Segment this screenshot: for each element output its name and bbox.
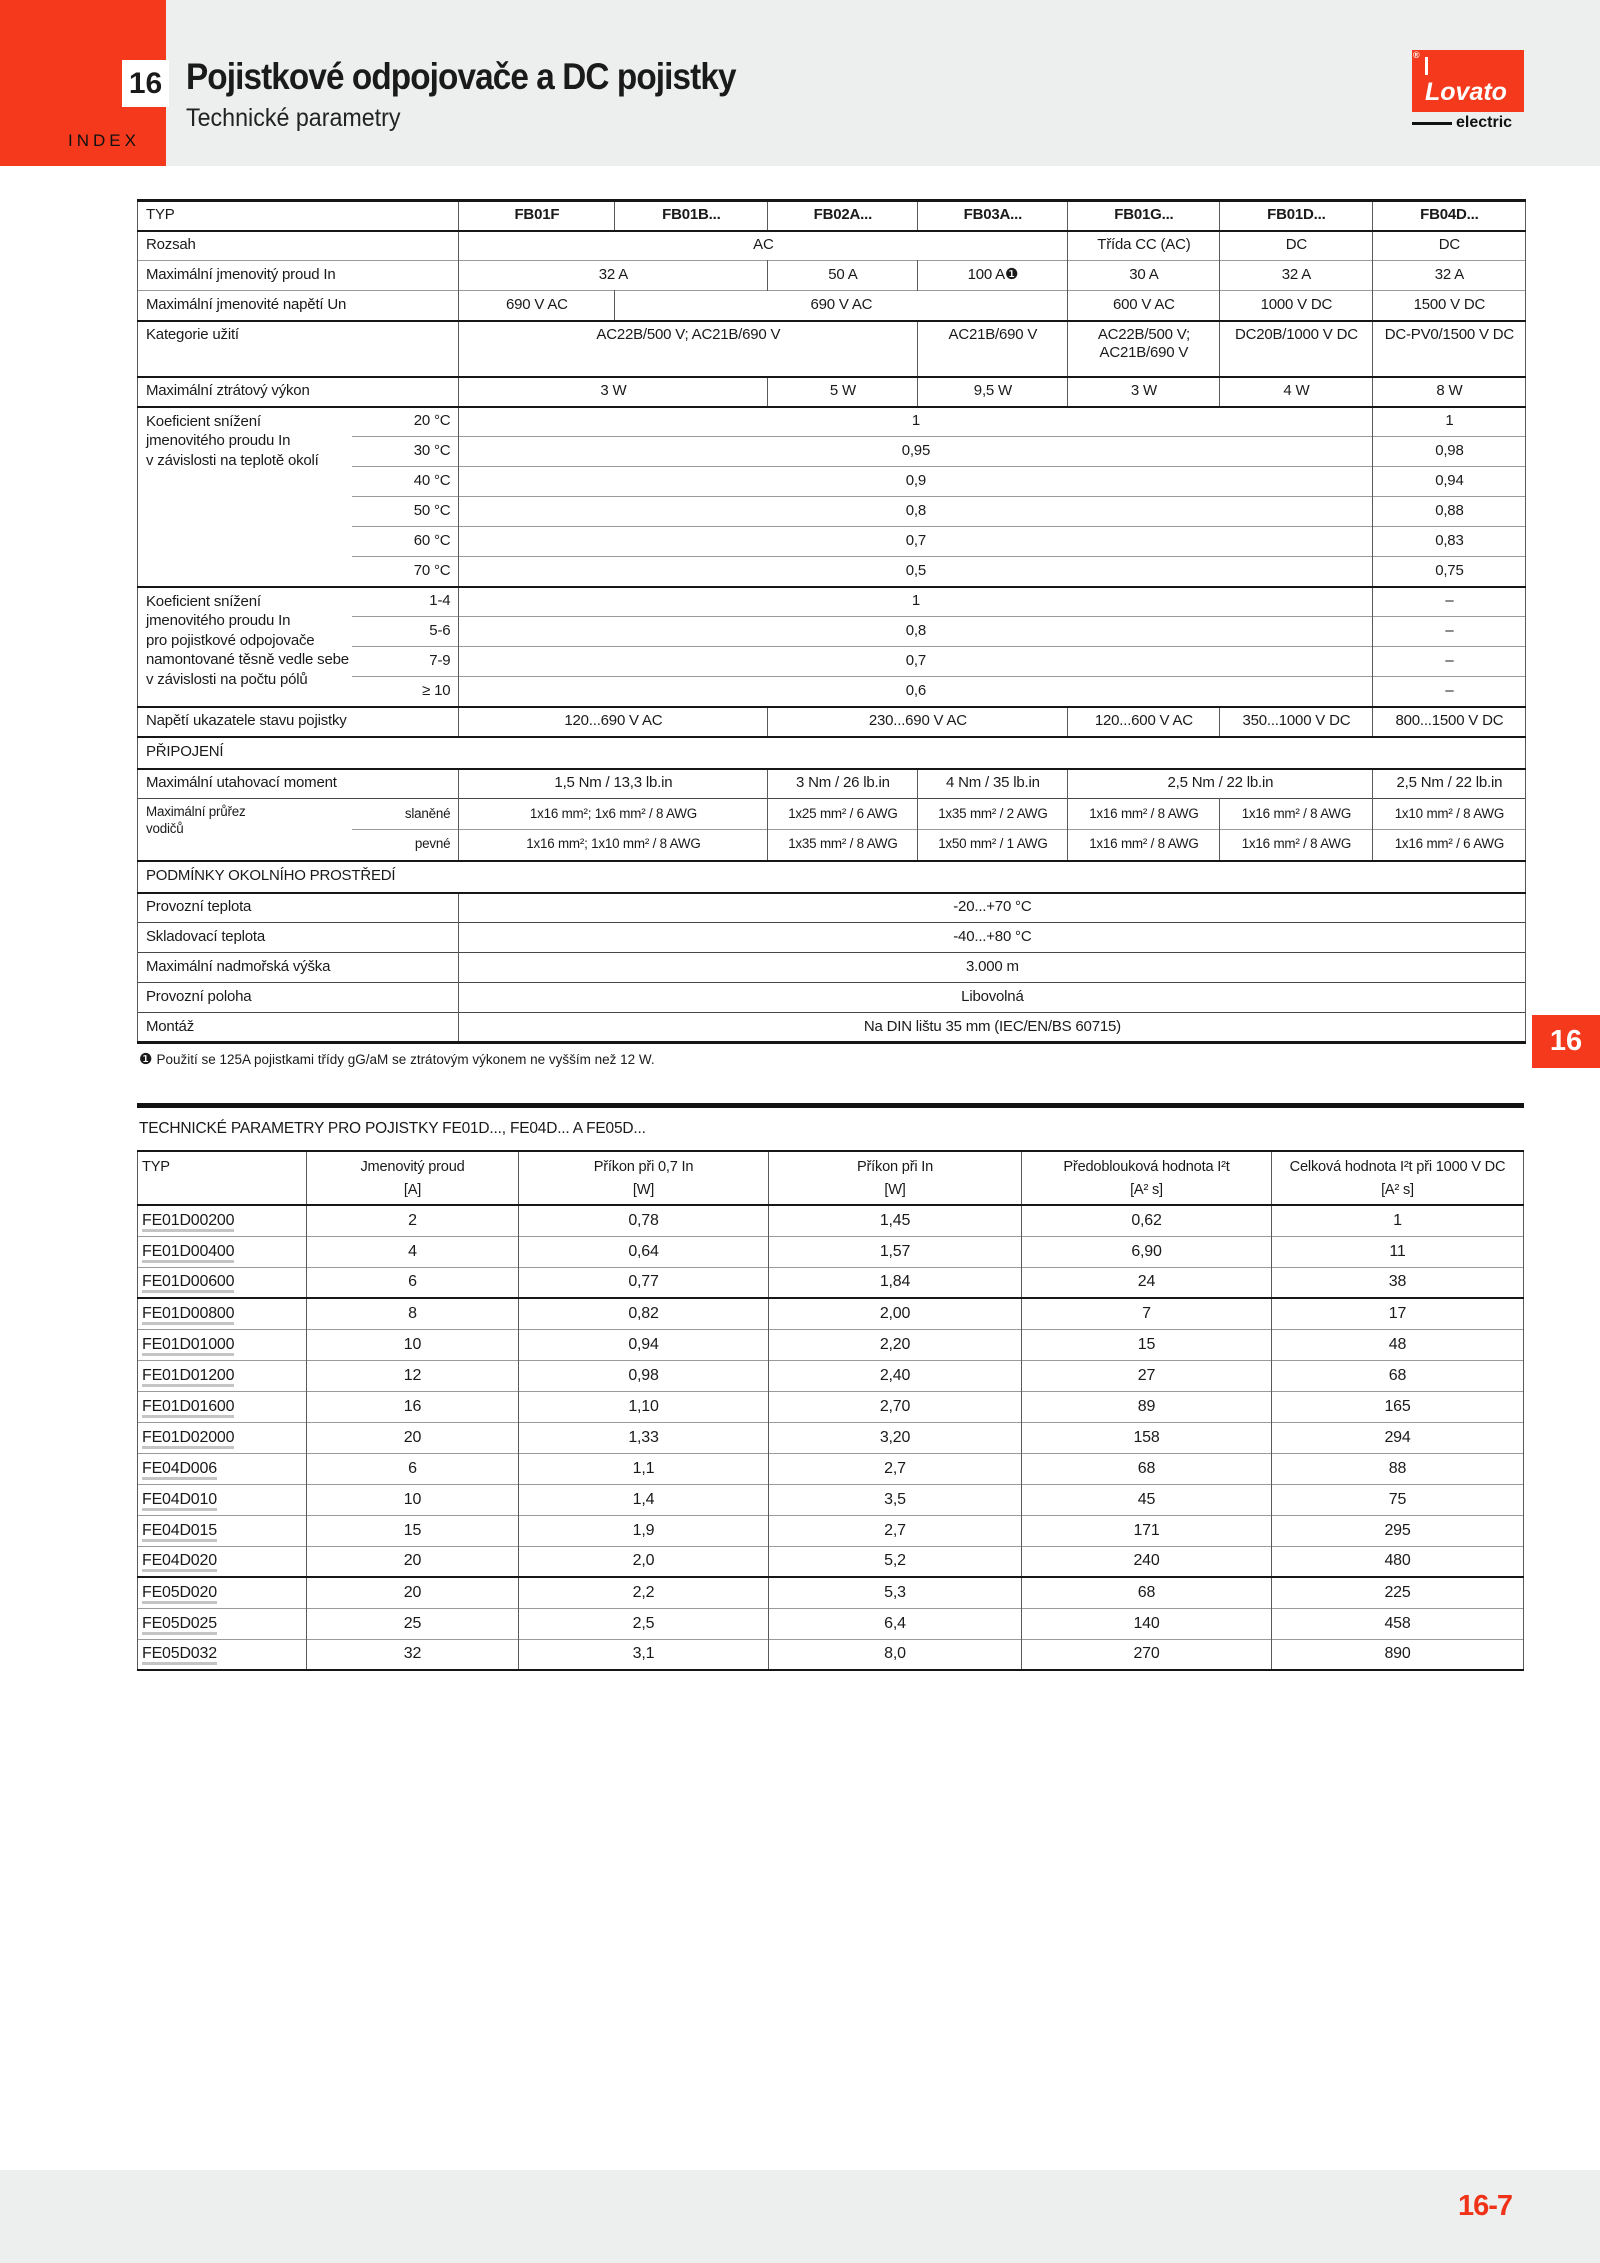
- table-cell: 6: [307, 1267, 519, 1298]
- table-cell: Libovolná: [459, 983, 1526, 1013]
- table-cell: 2,2: [519, 1577, 769, 1608]
- table-row: [138, 1205, 1524, 1236]
- table-cell: 7-9: [352, 647, 459, 677]
- table-cell: 5-6: [352, 617, 459, 647]
- page-title: Pojistkové odpojovače a DC pojistky: [186, 56, 736, 97]
- table-cell: 9,5 W: [918, 377, 1068, 407]
- table-cell: Maximální ztrátový výkon: [138, 377, 459, 407]
- table-cell: Třída CC (AC): [1068, 231, 1220, 261]
- table-row: [138, 1391, 1524, 1422]
- table-cell: 6,90: [1022, 1236, 1272, 1267]
- table-cell: 0,95: [459, 437, 1373, 467]
- table-cell: 1x35 mm² / 2 AWG: [918, 799, 1068, 830]
- table-row: [138, 1298, 1524, 1329]
- table-cell: 70 °C: [352, 557, 459, 587]
- table-cell: 270: [1022, 1639, 1272, 1670]
- table-cell: 0,88: [1373, 497, 1526, 527]
- table-cell: 30 A: [1068, 261, 1220, 291]
- table-cell: –: [1373, 587, 1526, 617]
- table-row: [138, 737, 1526, 769]
- table-cell: Koeficient snížení jmenovitého proudu In v závislosti na teplotě okolí: [138, 407, 352, 587]
- table-cell: 120...690 V AC: [459, 707, 768, 737]
- table-cell: 8: [307, 1298, 519, 1329]
- table-cell: 1x16 mm² / 8 AWG: [1068, 830, 1220, 861]
- table-cell: 50 A: [768, 261, 918, 291]
- table-row: [138, 261, 1526, 291]
- fuse-parameters-table: [137, 1150, 1524, 1671]
- table-cell: 24: [1022, 1267, 1272, 1298]
- footnote-text: Použití se 125A pojistkami třídy gG/aM se ztrátovým výkonem ne vyšším než 12 W.: [156, 1052, 655, 1067]
- table-cell: AC: [459, 231, 1068, 261]
- table-cell: FE04D006: [138, 1453, 307, 1484]
- technical-parameters-table: [137, 199, 1526, 1044]
- table-cell: 1000 V DC: [1220, 291, 1373, 321]
- table-cell: 0,8: [459, 497, 1373, 527]
- table-cell: 10: [307, 1484, 519, 1515]
- logo-brand-text: Lovato: [1425, 78, 1507, 106]
- table-row: [138, 1484, 1524, 1515]
- table-cell: 1x35 mm² / 8 AWG: [768, 830, 918, 861]
- table-cell: 171: [1022, 1515, 1272, 1546]
- table-cell: 1-4: [352, 587, 459, 617]
- table-cell: DC20B/1000 V DC: [1220, 321, 1373, 377]
- table-row: [138, 1515, 1524, 1546]
- footnote-marker-icon: ❶: [139, 1051, 153, 1068]
- table-cell: 0,9: [459, 467, 1373, 497]
- table-cell: Maximální nadmořská výška: [138, 953, 459, 983]
- table-cell: 15: [307, 1515, 519, 1546]
- table-cell: 68: [1272, 1360, 1524, 1391]
- table-cell: 20: [307, 1546, 519, 1577]
- table-cell: 0,8: [459, 617, 1373, 647]
- table-row: [138, 1151, 1524, 1205]
- table-cell: 165: [1272, 1391, 1524, 1422]
- table-cell: 1x16 mm²; 1x6 mm² / 8 AWG: [459, 799, 768, 830]
- table-cell: 240: [1022, 1546, 1272, 1577]
- table-row: [138, 1577, 1524, 1608]
- table-cell: 295: [1272, 1515, 1524, 1546]
- table-cell: 890: [1272, 1639, 1524, 1670]
- table-cell: 3,20: [769, 1422, 1022, 1453]
- table-cell: FE05D020: [138, 1577, 307, 1608]
- table-cell: FB02A...: [768, 201, 918, 231]
- table-cell: Na DIN lištu 35 mm (IEC/EN/BS 60715): [459, 1013, 1526, 1043]
- table-cell: 68: [1022, 1453, 1272, 1484]
- table-cell: 10: [307, 1329, 519, 1360]
- table-cell: Koeficient snížení jmenovitého proudu In pro pojistkové odpojovače namontované těsně vedle sebe v závislosti na počtu pólů: [138, 587, 352, 707]
- table-cell: 8,0: [769, 1639, 1022, 1670]
- table-row: [138, 1267, 1524, 1298]
- table-row: [138, 707, 1526, 737]
- table-cell: 75: [1272, 1484, 1524, 1515]
- table-row: [138, 1360, 1524, 1391]
- table-row: [138, 377, 1526, 407]
- table-cell: Jmenovitý proud [A]: [307, 1151, 519, 1205]
- chapter-number: 16: [128, 66, 163, 100]
- table-cell: FB03A...: [918, 201, 1068, 231]
- table-cell: FB01B...: [615, 201, 768, 231]
- table-cell: 60 °C: [352, 527, 459, 557]
- table-cell: –: [1373, 617, 1526, 647]
- table-cell: 32 A: [459, 261, 768, 291]
- table-row: [138, 983, 1526, 1013]
- table-cell: 1x16 mm² / 6 AWG: [1373, 830, 1526, 861]
- table-cell: 32 A: [1220, 261, 1373, 291]
- table-cell: 3.000 m: [459, 953, 1526, 983]
- table-cell: FE04D020: [138, 1546, 307, 1577]
- table-cell: 30 °C: [352, 437, 459, 467]
- table-cell: Maximální jmenovitý proud In: [138, 261, 459, 291]
- table-cell: FE04D015: [138, 1515, 307, 1546]
- table-cell: 225: [1272, 1577, 1524, 1608]
- table-cell: 690 V AC: [615, 291, 1068, 321]
- table-cell: FE01D00400: [138, 1236, 307, 1267]
- table-cell: 11: [1272, 1236, 1524, 1267]
- table-cell: FE05D025: [138, 1608, 307, 1639]
- index-label: INDEX: [68, 131, 140, 150]
- table-cell: 89: [1022, 1391, 1272, 1422]
- logo-box: [1412, 50, 1524, 112]
- table-row: [138, 953, 1526, 983]
- table-cell: 0,98: [519, 1360, 769, 1391]
- table-cell: 800...1500 V DC: [1373, 707, 1526, 737]
- table-cell: 0,7: [459, 647, 1373, 677]
- table-row: [138, 1608, 1524, 1639]
- table-cell: 3 W: [459, 377, 768, 407]
- table-cell: FB01D...: [1220, 201, 1373, 231]
- table-cell: 0,75: [1373, 557, 1526, 587]
- logo-sub-text: electric: [1456, 114, 1513, 131]
- table-cell: 1x25 mm² / 6 AWG: [768, 799, 918, 830]
- table-cell: FE01D00800: [138, 1298, 307, 1329]
- table-cell: 480: [1272, 1546, 1524, 1577]
- table-cell: FE01D01000: [138, 1329, 307, 1360]
- table-cell: 458: [1272, 1608, 1524, 1639]
- table-cell: 1x16 mm² / 8 AWG: [1220, 830, 1373, 861]
- table-cell: 17: [1272, 1298, 1524, 1329]
- table-cell: 0,5: [459, 557, 1373, 587]
- table-cell: 1x16 mm² / 8 AWG: [1068, 799, 1220, 830]
- table-cell: 32 A: [1373, 261, 1526, 291]
- table-cell: 1: [459, 407, 1373, 437]
- table-cell: 1,84: [769, 1267, 1022, 1298]
- table-cell: 1x50 mm² / 1 AWG: [918, 830, 1068, 861]
- table-cell: Montáž: [138, 1013, 459, 1043]
- table-row: [138, 321, 1526, 377]
- table-cell: AC22B/500 V; AC21B/690 V: [459, 321, 918, 377]
- table-cell: 2,40: [769, 1360, 1022, 1391]
- table-cell: –: [1373, 677, 1526, 707]
- table-cell: 100 A❶: [918, 261, 1068, 291]
- table-cell: 1,57: [769, 1236, 1022, 1267]
- table-cell: FE01D02000: [138, 1422, 307, 1453]
- table-cell: DC: [1220, 231, 1373, 261]
- table-cell: 1,9: [519, 1515, 769, 1546]
- table-row: [138, 1013, 1526, 1043]
- table-cell: 6: [307, 1453, 519, 1484]
- table-row: [138, 923, 1526, 953]
- table-cell: 50 °C: [352, 497, 459, 527]
- table-cell: FE01D00600: [138, 1267, 307, 1298]
- table-row: [138, 1546, 1524, 1577]
- table-row: [138, 1329, 1524, 1360]
- table-cell: 1,10: [519, 1391, 769, 1422]
- table-cell: 68: [1022, 1577, 1272, 1608]
- table-cell: Maximální utahovací moment: [138, 769, 459, 799]
- table-cell: 4 Nm / 35 lb.in: [918, 769, 1068, 799]
- table-row: [138, 799, 1526, 830]
- logo-sub-row: [1412, 114, 1524, 132]
- table-cell: 0,94: [519, 1329, 769, 1360]
- table-cell: 1,45: [769, 1205, 1022, 1236]
- table-cell: ≥ 10: [352, 677, 459, 707]
- table-cell: 3 Nm / 26 lb.in: [768, 769, 918, 799]
- table-cell: 0,62: [1022, 1205, 1272, 1236]
- fuse-table-title: TECHNICKÉ PARAMETRY PRO POJISTKY FE01D..., FE04D... A FE05D...: [139, 1120, 646, 1137]
- registered-mark-icon: ®: [1413, 50, 1420, 60]
- table-cell: –: [1373, 647, 1526, 677]
- table-cell: 2,5 Nm / 22 lb.in: [1068, 769, 1373, 799]
- table-cell: 3,5: [769, 1484, 1022, 1515]
- table-row: [138, 1639, 1524, 1670]
- table-cell: 1,5 Nm / 13,3 lb.in: [459, 769, 768, 799]
- table-cell: 2,20: [769, 1329, 1022, 1360]
- table-row: [138, 587, 1526, 617]
- table-cell: 120...600 V AC: [1068, 707, 1220, 737]
- table-cell: 2,00: [769, 1298, 1022, 1329]
- table-cell: 12: [307, 1360, 519, 1391]
- table-cell: 8 W: [1373, 377, 1526, 407]
- table-cell: slaněné: [352, 799, 459, 830]
- table-cell: 4: [307, 1236, 519, 1267]
- table-cell: Maximální průřez vodičů: [138, 799, 352, 861]
- table-cell: Napětí ukazatele stavu pojistky: [138, 707, 459, 737]
- table-cell: 0,83: [1373, 527, 1526, 557]
- table-cell: 6,4: [769, 1608, 1022, 1639]
- section-divider-rule: [137, 1103, 1524, 1108]
- table-cell: Příkon při In [W]: [769, 1151, 1022, 1205]
- table-cell: 294: [1272, 1422, 1524, 1453]
- table-cell: FB01G...: [1068, 201, 1220, 231]
- table-cell: 2,7: [769, 1453, 1022, 1484]
- table-cell: 20: [307, 1577, 519, 1608]
- table-cell: 1,4: [519, 1484, 769, 1515]
- table-cell: 0,82: [519, 1298, 769, 1329]
- table-cell: Rozsah: [138, 231, 459, 261]
- table-cell: FE01D01600: [138, 1391, 307, 1422]
- table-cell: 3,1: [519, 1639, 769, 1670]
- table-cell: 0,7: [459, 527, 1373, 557]
- table-cell: 158: [1022, 1422, 1272, 1453]
- table-cell: 20: [307, 1422, 519, 1453]
- table-cell: DC: [1373, 231, 1526, 261]
- table-cell: 1x16 mm²; 1x10 mm² / 8 AWG: [459, 830, 768, 861]
- table-cell: FE01D01200: [138, 1360, 307, 1391]
- table-cell: 2,0: [519, 1546, 769, 1577]
- table-cell: 15: [1022, 1329, 1272, 1360]
- table-cell: FE05D032: [138, 1639, 307, 1670]
- table-cell: PODMÍNKY OKOLNÍHO PROSTŘEDÍ: [138, 861, 1526, 893]
- table-cell: Předoblouková hodnota I²t [A² s]: [1022, 1151, 1272, 1205]
- table-cell: 2,70: [769, 1391, 1022, 1422]
- table-cell: 690 V AC: [459, 291, 615, 321]
- table-cell: 1,1: [519, 1453, 769, 1484]
- table-cell: 16: [307, 1391, 519, 1422]
- table-cell: 45: [1022, 1484, 1272, 1515]
- table-cell: 4 W: [1220, 377, 1373, 407]
- table-cell: 0,6: [459, 677, 1373, 707]
- table-row: [138, 1422, 1524, 1453]
- table-cell: FB04D...: [1373, 201, 1526, 231]
- table-cell: 3 W: [1068, 377, 1220, 407]
- table-cell: 25: [307, 1608, 519, 1639]
- table-cell: 0,78: [519, 1205, 769, 1236]
- footer-band: [0, 2170, 1600, 2263]
- table-cell: 20 °C: [352, 407, 459, 437]
- table-cell: TYP: [138, 201, 459, 231]
- table-cell: 1,33: [519, 1422, 769, 1453]
- table-cell: 1: [1373, 407, 1526, 437]
- table-row: [138, 893, 1526, 923]
- table-cell: 5 W: [768, 377, 918, 407]
- brand-logo: [1412, 50, 1524, 132]
- table-cell: 5,3: [769, 1577, 1022, 1608]
- table-cell: -20...+70 °C: [459, 893, 1526, 923]
- table-cell: FB01F: [459, 201, 615, 231]
- table-cell: pevné: [352, 830, 459, 861]
- table-cell: Celková hodnota I²t při 1000 V DC [A² s]: [1272, 1151, 1524, 1205]
- table-cell: Provozní poloha: [138, 983, 459, 1013]
- page-number: 16-7: [1458, 2190, 1513, 2222]
- table-cell: Příkon při 0,7 In [W]: [519, 1151, 769, 1205]
- table-cell: 1: [1272, 1205, 1524, 1236]
- table-cell: 1500 V DC: [1373, 291, 1526, 321]
- table-cell: 0,77: [519, 1267, 769, 1298]
- table-cell: 2: [307, 1205, 519, 1236]
- table-cell: 140: [1022, 1608, 1272, 1639]
- table-cell: PŘIPOJENÍ: [138, 737, 1526, 769]
- table-cell: 1: [459, 587, 1373, 617]
- table-cell: Kategorie užití: [138, 321, 459, 377]
- table-cell: 600 V AC: [1068, 291, 1220, 321]
- table-cell: 27: [1022, 1360, 1272, 1391]
- table-cell: 88: [1272, 1453, 1524, 1484]
- table-cell: 0,64: [519, 1236, 769, 1267]
- page-subtitle: Technické parametry: [186, 104, 401, 132]
- table-cell: Skladovací teplota: [138, 923, 459, 953]
- table-row: [138, 1453, 1524, 1484]
- table-cell: 1x10 mm² / 8 AWG: [1373, 799, 1526, 830]
- table-cell: 2,5 Nm / 22 lb.in: [1373, 769, 1526, 799]
- table-cell: AC21B/690 V: [918, 321, 1068, 377]
- table-cell: AC22B/500 V; AC21B/690 V: [1068, 321, 1220, 377]
- chapter-number-box: [122, 60, 169, 107]
- table-cell: 5,2: [769, 1546, 1022, 1577]
- logo-underline-bar: [1412, 122, 1452, 125]
- side-tab-label: 16: [1549, 1025, 1583, 1057]
- table-cell: TYP: [138, 1151, 307, 1205]
- table-cell: FE01D00200: [138, 1205, 307, 1236]
- table-row: [138, 769, 1526, 799]
- table-cell: 0,98: [1373, 437, 1526, 467]
- table-cell: 2,5: [519, 1608, 769, 1639]
- table-row: [138, 291, 1526, 321]
- table-row: [138, 861, 1526, 893]
- table-cell: 48: [1272, 1329, 1524, 1360]
- table-cell: 0,94: [1373, 467, 1526, 497]
- table-cell: 40 °C: [352, 467, 459, 497]
- table-cell: DC-PV0/1500 V DC: [1373, 321, 1526, 377]
- table-cell: 1x16 mm² / 8 AWG: [1220, 799, 1373, 830]
- table-cell: -40...+80 °C: [459, 923, 1526, 953]
- table-cell: 350...1000 V DC: [1220, 707, 1373, 737]
- table-cell: 32: [307, 1639, 519, 1670]
- table-row: [138, 231, 1526, 261]
- table-cell: Provozní teplota: [138, 893, 459, 923]
- table-row: [138, 1236, 1524, 1267]
- side-tab: [1532, 1015, 1600, 1068]
- table-cell: Maximální jmenovité napětí Un: [138, 291, 459, 321]
- footnote: [139, 1050, 655, 1068]
- table-cell: FE04D010: [138, 1484, 307, 1515]
- table-row: [138, 407, 1526, 437]
- table-cell: 2,7: [769, 1515, 1022, 1546]
- table-cell: 38: [1272, 1267, 1524, 1298]
- table-row: [138, 201, 1526, 231]
- table-cell: 230...690 V AC: [768, 707, 1068, 737]
- table-cell: 7: [1022, 1298, 1272, 1329]
